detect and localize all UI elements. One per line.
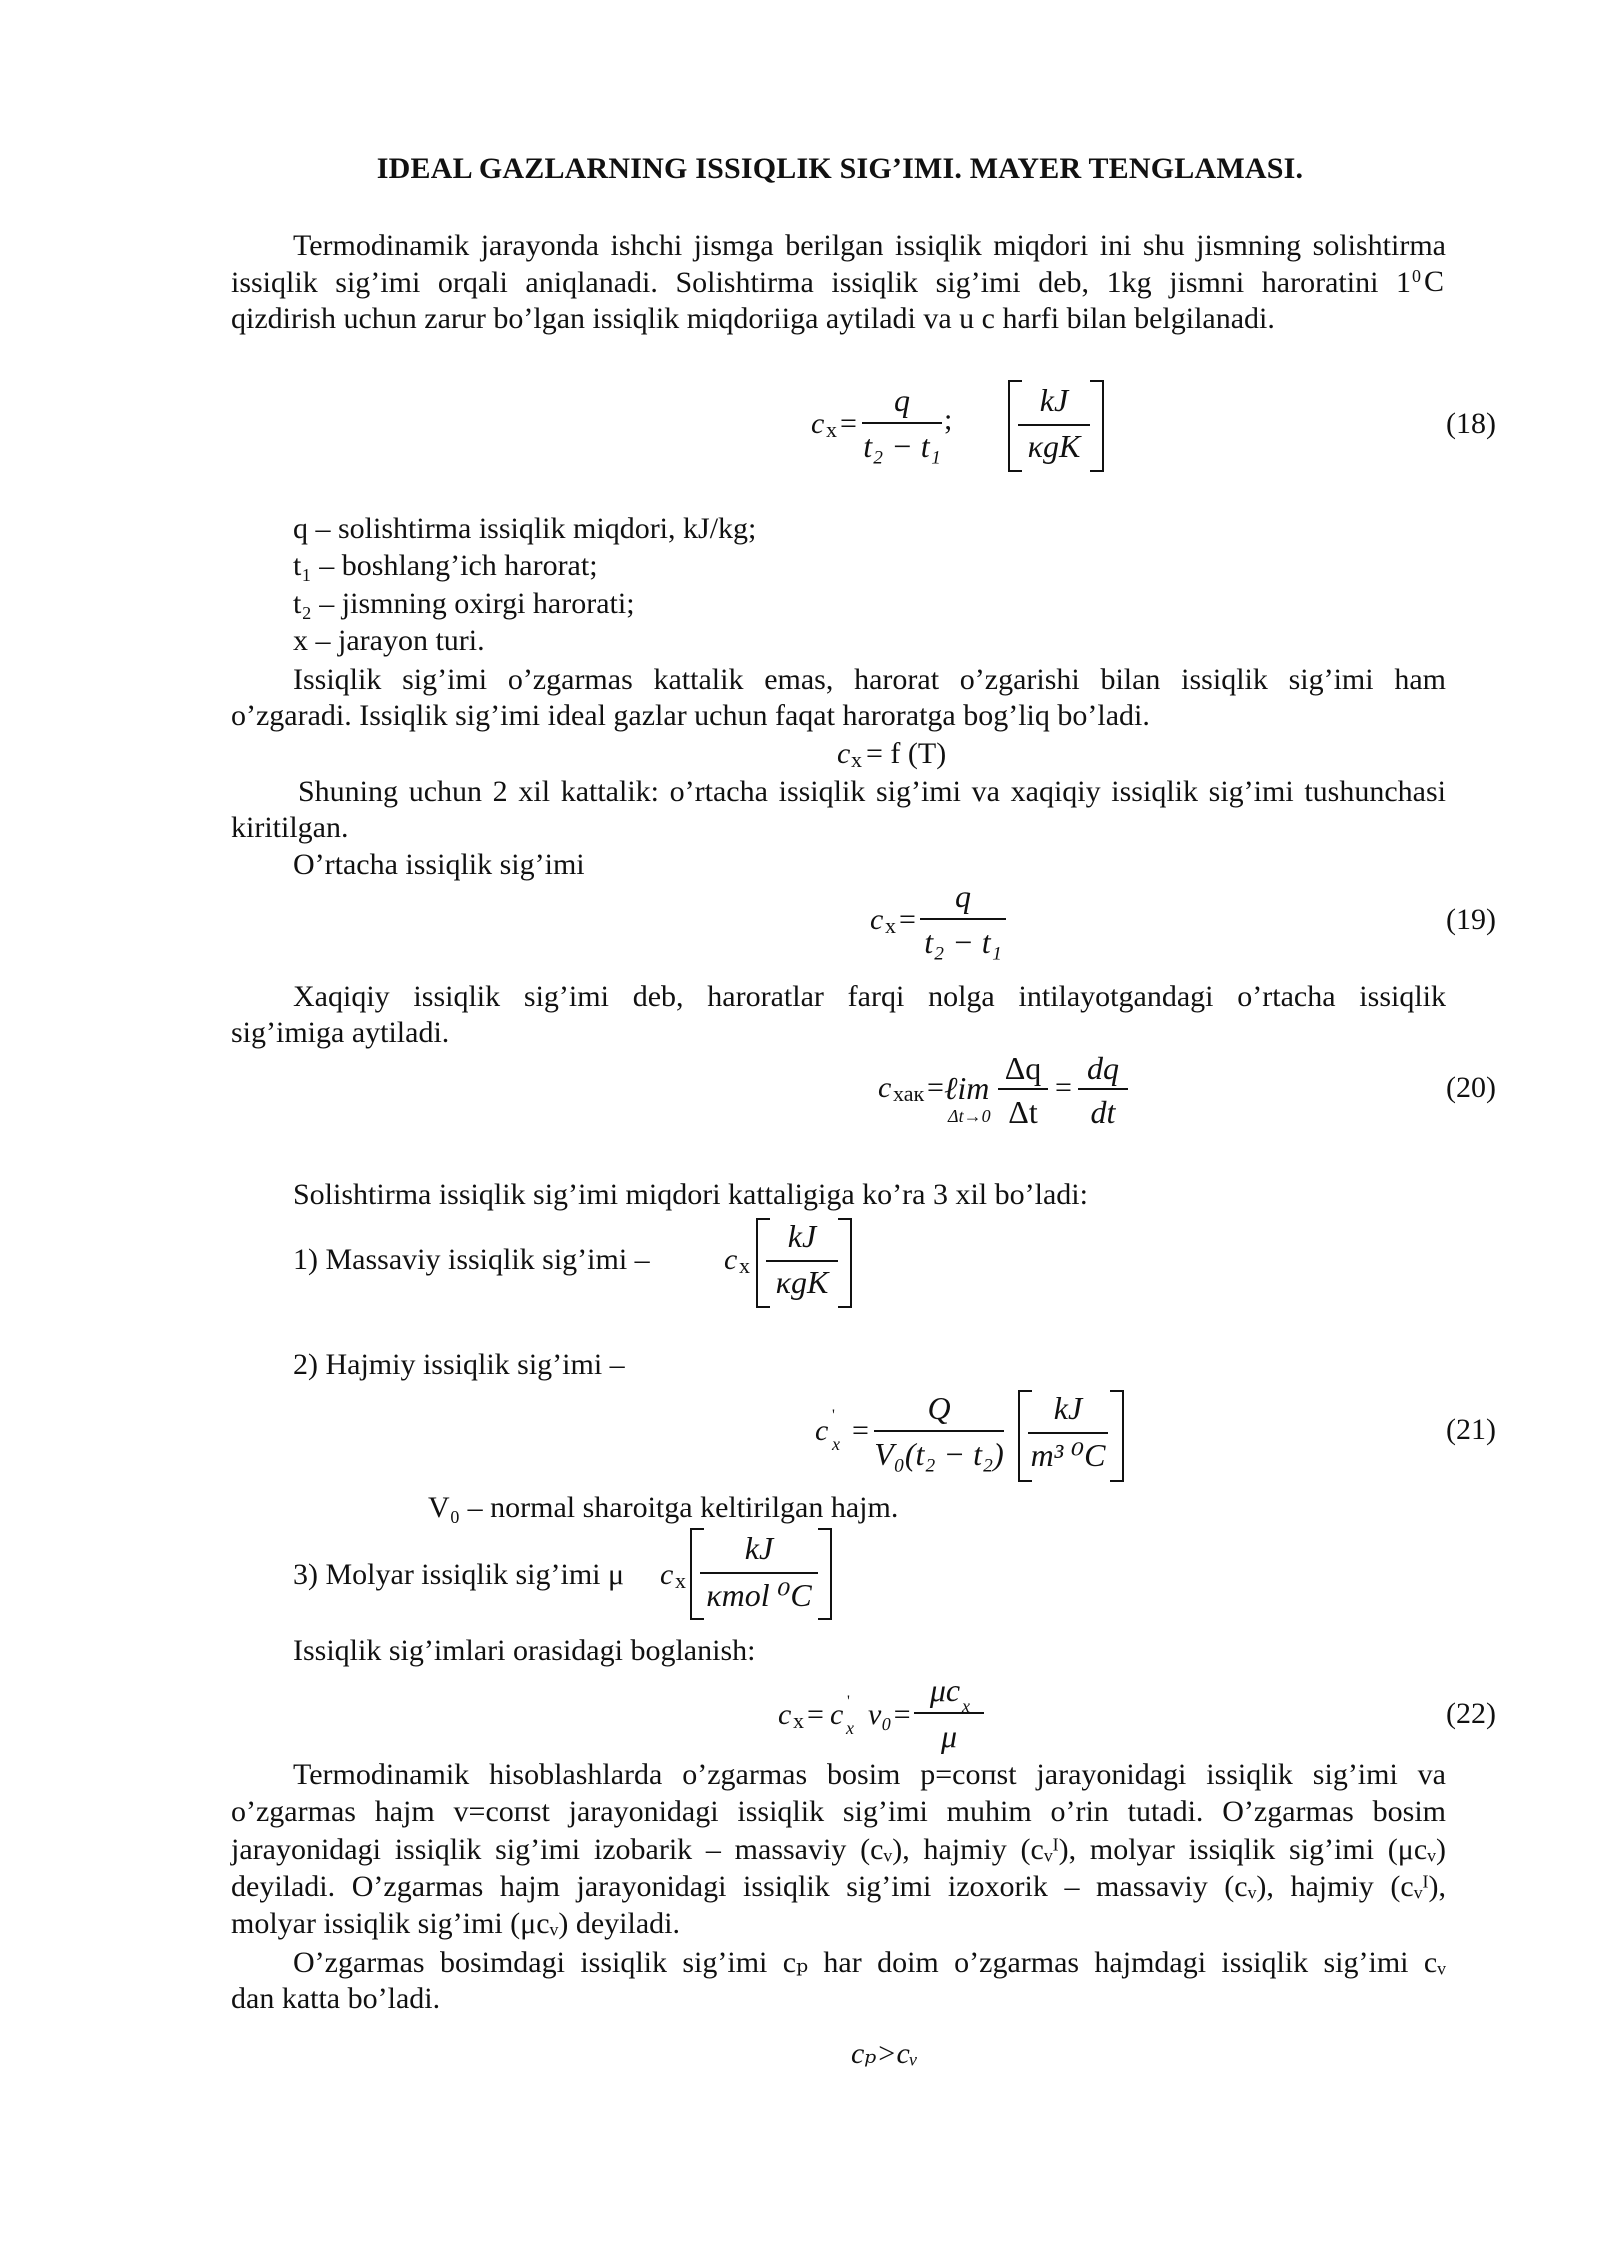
paragraph-line: Shuning uchun 2 xil kattalik: o’rtacha issiqlik sig’imi va xaqiqiy issiqlik sig’imi tushunchasi: [298, 775, 1446, 808]
eq-mid: v₀=: [868, 1698, 912, 1731]
fraction-bar: [914, 1712, 984, 1714]
semicolon: ;: [944, 403, 953, 436]
list-item-label: 2) Hajmiy issiqlik sig’imi –: [293, 1348, 625, 1381]
fraction-denominator: t₂ − t₁: [924, 924, 1002, 960]
fraction-bar: [1078, 1088, 1128, 1090]
fraction-denominator: V₀(t₂ − t₂): [874, 1436, 1004, 1472]
paragraph-line: molyar issiqlik sig’imi (μcᵥ) deyiladi.: [231, 1907, 681, 1940]
fraction-numerator: Δq: [1004, 1050, 1042, 1086]
eq-equals: =: [899, 903, 916, 936]
paragraph-line: qizdirish uchun zarur bo’lgan issiqlik miqdoriiga aytiladi va u c harfi bilan belgilanadi.: [231, 302, 1275, 335]
list-item-label: 1) Massaviy issiqlik sig’imi –: [293, 1243, 650, 1276]
eq-equals: =: [1055, 1071, 1072, 1104]
paragraph-line: O’zgarmas bosimdagi issiqlik sig’imi cₚ har doim o’zgarmas hajmdagi issiqlik sig’imi cᵥ: [293, 1946, 1446, 1979]
eq-equals: =: [807, 1698, 824, 1731]
paragraph-line: issiqlik sig’imi orqali aniqlanadi. Solishtirma issiqlik sig’imi deb, 1kg jismni haroratini 1: [231, 266, 1411, 299]
equation-number: (19): [1446, 903, 1496, 936]
paragraph-line: o’zgarmas hajm v=coпst jarayonidagi issiqlik sig’imi muhim o’rin tutadi. O’zgarmas bosim: [231, 1795, 1446, 1828]
paragraph-line: Termodinamik hisoblashlarda o’zgarmas bosim p=coпst jarayonidagi issiqlik sig’imi va: [293, 1758, 1446, 1791]
paragraph-line: o’zgaradi. Issiqlik sig’imi ideal gazlar uchun faqat haroratga bog’liq bo’ladi.: [231, 699, 1150, 732]
definition-line: t₂ – jismning oxirgi harorati;: [293, 587, 635, 620]
eq-lhs: c: [870, 903, 884, 936]
final-inequality: cₚ>cᵥ: [851, 2037, 919, 2070]
unit-bar: [1028, 1432, 1108, 1434]
unit-bar: [700, 1572, 818, 1574]
definition-line: q – solishtirma issiqlik miqdori, kJ/kg;: [293, 512, 757, 545]
equation-number: (22): [1446, 1697, 1496, 1730]
equation-number: (20): [1446, 1071, 1496, 1104]
eq-term-sub: x: [846, 1718, 854, 1738]
eq-lhs-sub: x: [885, 913, 896, 938]
paragraph-line: Solishtirma issiqlik sig’imi miqdori kattaligiga ko’ra 3 xil bo’ladi:: [293, 1178, 1088, 1211]
eq-lhs-sub: x: [832, 1434, 840, 1454]
eq-term: c: [830, 1698, 844, 1731]
fraction-denominator: t₂ − t₁: [863, 428, 941, 464]
eq-lhs: c: [815, 1414, 829, 1447]
paragraph-line: Issiqlik sig’imlari orasidagi boglanish:: [293, 1634, 756, 1667]
unit-numerator: kJ: [787, 1218, 817, 1254]
eq-lhs-sub: x: [675, 1568, 686, 1593]
paragraph-line: O’rtacha issiqlik sig’imi: [293, 848, 585, 881]
eq-rhs: = f (T): [866, 737, 947, 770]
list-item-label: 3) Molyar issiqlik sig’imi μ: [293, 1558, 625, 1591]
unit-bracket-right: [1110, 1390, 1124, 1482]
eq-lhs-sub: x: [793, 1708, 804, 1733]
degree-sup: 0: [1412, 266, 1421, 286]
unit-numerator: kJ: [744, 1530, 774, 1566]
fraction-bar: [874, 1430, 1004, 1432]
fraction-numerator: Q: [927, 1390, 951, 1426]
paragraph-line: dan katta bo’ladi.: [231, 1982, 441, 2015]
eq-lhs: c: [660, 1558, 674, 1591]
page-title: IDEAL GAZLARNING ISSIQLIK SIG’IMI. MAYER TENGLAMASI.: [376, 152, 1304, 185]
paragraph-line: Issiqlik sig’imi o’zgarmas kattalik emas, harorat o’zgarishi bilan issiqlik sig’imi ham: [293, 663, 1446, 696]
eq-lhs-sub: x: [851, 747, 862, 772]
unit-bar: [766, 1260, 838, 1262]
unit-denominator: κmol ⁰C: [706, 1577, 812, 1613]
eq-lhs: c: [724, 1243, 738, 1276]
fraction-numerator: μc: [929, 1672, 961, 1708]
fraction-numerator-sub: x: [962, 1696, 970, 1716]
prime-mark: ': [832, 1407, 835, 1424]
unit-denominator: m³ ⁰C: [1030, 1437, 1106, 1473]
unit-denominator: κgK: [775, 1264, 829, 1300]
eq-equals: =: [840, 407, 857, 440]
unit-numerator: kJ: [1039, 382, 1069, 418]
paragraph-line: kiritilgan.: [231, 811, 349, 844]
paragraph-line: Xaqiqiy issiqlik sig’imi deb, haroratlar farqi nolga intilayotgandagi o’rtacha issiqlik: [293, 980, 1446, 1013]
prime-mark: ': [847, 1693, 850, 1710]
fraction-numerator: q: [894, 382, 910, 418]
eq-lhs: c: [837, 737, 851, 770]
unit-numerator: kJ: [1053, 1390, 1083, 1426]
unit-bracket-right: [818, 1528, 832, 1620]
fraction-numerator: dq: [1087, 1050, 1119, 1086]
eq-equals: =: [852, 1414, 869, 1447]
unit-bar: [1018, 424, 1090, 426]
eq-lhs: c: [878, 1071, 892, 1104]
unit-bracket-right: [1090, 380, 1104, 472]
eq-lhs-sub: хак: [893, 1081, 925, 1106]
eq-lhs-sub: x: [739, 1253, 750, 1278]
equation-number: (21): [1446, 1413, 1496, 1446]
fraction-bar: [862, 422, 942, 424]
eq-lhs: c: [811, 407, 825, 440]
limit-subscript: Δt→0: [948, 1106, 991, 1126]
fraction-denominator: μ: [940, 1718, 958, 1754]
paragraph-line: V₀ – normal sharoitga keltirilgan hajm.: [428, 1491, 899, 1524]
paragraph-line: deyiladi. O’zgarmas hajm jarayonidagi issiqlik sig’imi izoxorik – massaviy (cᵥ), hajmiy (cᵥᴵ),: [231, 1870, 1446, 1903]
paragraph-line: sig’imiga aytiladi.: [231, 1016, 450, 1049]
unit-bracket-right: [838, 1218, 852, 1308]
equation-number: (18): [1446, 407, 1496, 440]
fraction-bar: [998, 1088, 1048, 1090]
definition-line: x – jarayon turi.: [293, 624, 485, 657]
paragraph-line: Termodinamik jarayonda ishchi jismga berilgan issiqlik miqdori ini shu jismning solishtirma: [293, 229, 1446, 262]
fraction-numerator: q: [955, 878, 971, 914]
fraction-denominator: Δt: [1008, 1094, 1038, 1130]
definition-line: t₁ – boshlang’ich harorat;: [293, 549, 598, 582]
eq-lhs-sub: x: [826, 417, 837, 442]
fraction-bar: [920, 918, 1006, 920]
paragraph-line: jarayonidagi issiqlik sig’imi izobarik – massaviy (cᵥ), hajmiy (cᵥᴵ), molyar issiqlik sig’imi (μcᵥ): [231, 1833, 1446, 1866]
eq-lhs: c: [778, 1698, 792, 1731]
unit-denominator: κgK: [1027, 428, 1081, 464]
celsius-c: C: [1424, 265, 1445, 298]
limit-symbol: ℓim: [944, 1070, 990, 1106]
eq-equals: =: [927, 1071, 944, 1104]
fraction-denominator: dt: [1090, 1094, 1116, 1130]
